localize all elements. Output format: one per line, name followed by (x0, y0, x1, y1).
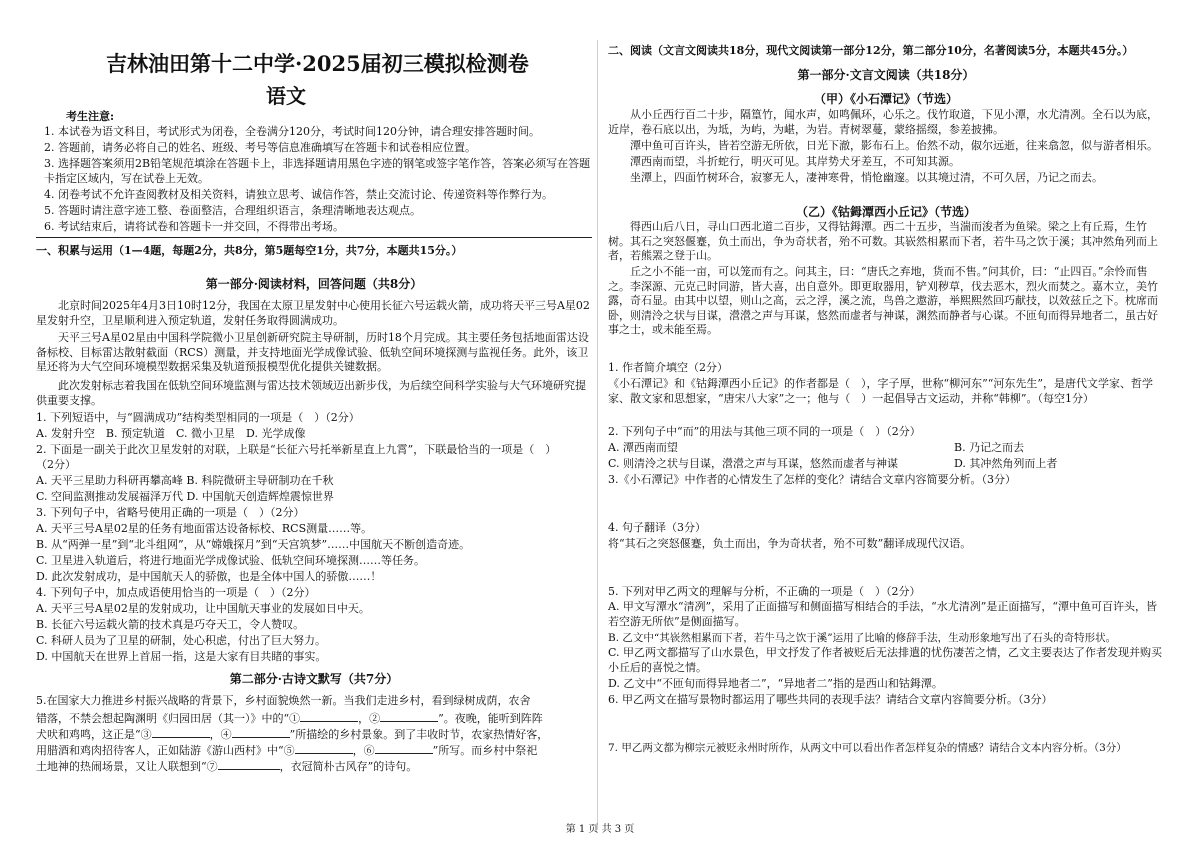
q3-stem: 3. 下列句子中，省略号使用正确的一项是（ ）（2分） (36, 506, 305, 519)
r-q2-option-d: D. 其冲然角列而上者 (954, 457, 1058, 470)
q5-text: ，衣冠简朴古风存”的诗句。 (279, 760, 418, 773)
notice-item-4: 4. 闭卷考试不允许查阅教材及相关资料，请独立思考、诚信作答，禁止交流讨论、传递资料等作弊行为。 (44, 188, 553, 201)
yi-para-2: 丘之小不能一亩，可以笼而有之。问其主，曰：“唐氏之弃地，货而不售。”问其价，曰：“止四百。”余怜而售之。李深源、元克己时同游，皆大喜，出自意外。即更取器用，铲刈秽草，伐去恶木，烈火而焚之。嘉木立，美竹露，奇石显。由其中以望，则山之高，云之浮，溪之流，鸟兽之遨游，举熙熙然回巧献技，以效兹丘之下。枕席而卧，则清泠之状与目谋，瀯瀯之声与耳谋，悠然而虚者与神谋，渊然而静者与心谋。不匝旬而得异地者二，虽古好事之士，或未能至焉。 (608, 265, 1158, 336)
passage-para-1: 北京时间2025年4月3日10时12分，我国在太原卫星发射中心使用长征六号运载火箭，成功将天平三号A星02星发射升空，卫星顺利进入预定轨道，发射任务取得圆满成功。 (36, 299, 590, 327)
r-q1-text: 《小石潭记》和《钴鉧潭西小丘记》的作者都是（ ），字子厚，世称“柳河东”“河东先生”，是唐代文学家、哲学家、散文家和思想家，“唐宋八大家”之一；他与（ ）一起倡导古文运动，并称“韩柳”。（每空1分） (608, 377, 1153, 405)
notice-item-6: 6. 考试结束后，请将试卷和答题卡一并交回，不得带出考场。 (44, 220, 344, 233)
q5-text: 用腊酒和鸡肉招待客人，正如陆游《游山西村》中“⑤ (36, 744, 295, 757)
r-q2-option-b: B. 乃记之而去 (954, 441, 1025, 454)
section2-heading: 二、阅读（文言文阅读共18分，现代文阅读第一部分12分，第二部分10分，名著阅读5分，本题共45分。） (608, 44, 1134, 57)
q5-text: ，④ (209, 728, 232, 741)
q5-text: ，② (358, 712, 381, 725)
notice-item-2: 2. 答题前，请务必将自己的姓名、班级、考号等信息准确填写在答题卡和试卷相应位置。 (44, 141, 476, 154)
subject-title: 语文 (266, 84, 306, 108)
q1-stem: 1. 下列短语中，与“圆满成功”结构类型相同的一项是（ ）（2分） (36, 411, 360, 424)
section2-part1-title: 第一部分·文言文阅读（共18分） (797, 68, 975, 82)
q3-option-a: A. 天平三号A星02星的任务有地面雷达设备标校、RCS测量……等。 (36, 522, 373, 535)
q5-blank-4[interactable] (232, 726, 290, 738)
r-q7: 7. 甲乙两文都为柳宗元被贬永州时所作，从两文中可以看出作者怎样复杂的情感？请结合文本内容分析。（3分） (608, 742, 1127, 754)
notice-item-5: 5. 答题时请注意字迹工整、卷面整洁，合理组织语言，条理清晰地表达观点。 (44, 204, 421, 217)
q5-line-3 (36, 726, 548, 742)
column-divider (597, 40, 598, 830)
q2-options-cd: C. 空间监测推动发展福泽万代 D. 中国航天创造辉煌震惊世界 (36, 490, 334, 503)
q5-line-4 (36, 742, 537, 758)
q2-options-ab: A. 天平三星助力科研再攀高峰 B. 科院微研主导研制功在千秋 (36, 474, 334, 487)
q5-line-2 (36, 710, 543, 726)
q5-text: ”所描绘的乡村景象。到了丰收时节，农家热情好客， (289, 728, 549, 741)
q3-option-b: B. 从“两弹一星”到“北斗组网”，从“嫦娥探月”到“天宫筑梦”……中国航天不断创造奇迹。 (36, 538, 471, 551)
yi-title: （乙）《钴鉧潭西小丘记》（节选） (795, 205, 976, 219)
r-q5-option-d: D. 乙文中“不匝旬而得异地者二”，“异地者二”指的是西山和钴鉧潭。 (608, 677, 943, 690)
q5-blank-5[interactable] (295, 742, 353, 754)
r-q4-stem: 4. 句子翻译（3分） (608, 521, 706, 534)
q4-option-b: B. 长征六号运载火箭的技术真是巧夺天工，令人赞叹。 (36, 618, 305, 631)
q5-text: ”所写。而乡村中祭祀 (432, 744, 538, 757)
q5-blank-3[interactable] (152, 726, 210, 738)
q5-line-1: 5.在国家大力推进乡村振兴战略的背景下，乡村面貌焕然一新。当我们走进乡村，看到绿树成荫，农舍 (36, 694, 531, 707)
passage-para-2: 天平三号A星02星由中国科学院微小卫星创新研究院主导研制，历时18个月完成。其主要任务包括地面雷达设备标校、目标雷达散射截面（RCS）测量，并支持地面光学成像试验、低轨空间环境探测与监视任务。此外，该卫星还将为大气空间环境模型数据采集及轨道预报模型优化提供关键数据。 (36, 331, 589, 373)
page-number: 第 1 页 共 3 页 (565, 824, 635, 835)
q4-option-d: D. 中国航天在世界上首屈一指，这是大家有目共睹的事实。 (36, 650, 327, 663)
jia-title: （甲）《小石潭记》（节选） (813, 92, 958, 106)
r-q2-stem: 2. 下列句子中“而”的用法与其他三项不同的一项是（ ）（2分） (608, 425, 921, 438)
q5-line-5 (36, 758, 417, 774)
q5-text: ”。夜晚，能听到阵阵 (438, 712, 543, 725)
q4-option-c: C. 科研人员为了卫星的研制，处心积虑，付出了巨大努力。 (36, 634, 327, 647)
q3-option-c: C. 卫星进入轨道后，将进行地面光学成像试验、低轨空间环境探测……等任务。 (36, 554, 426, 567)
section1-part1-title: 第一部分·阅读材料，回答问题（共8分） (205, 277, 423, 291)
r-q1-stem: 1. 作者简介填空（2分） (608, 361, 728, 374)
notice-divider (36, 237, 592, 238)
q5-blank-1[interactable] (300, 710, 358, 722)
notice-item-3: 3. 选择题答案须用2B铅笔规范填涂在答题卡上，非选择题请用黑色字迹的钢笔或签字笔作答，答案必须写在答题 (44, 157, 591, 170)
school-title: 吉林油田第十二中学·2025届初三模拟检测卷 (106, 51, 529, 76)
section1-heading: 一、积累与运用（1—4题，每题2分，共8分，第5题每空1分，共7分，本题共15分。） (36, 244, 463, 257)
r-q3: 3.《小石潭记》中作者的心情发生了怎样的变化？请结合文章内容简要分析。（3分） (608, 473, 1016, 486)
q4-stem: 4. 下列句子中，加点成语使用恰当的一项是（ ）（2分） (36, 586, 316, 599)
r-q4-text: 将“其石之突怒偃蹇，负土而出，争为奇状者，殆不可数”翻译成现代汉语。 (608, 537, 972, 550)
q5-text: ，⑥ (352, 744, 375, 757)
q4-option-a: A. 天平三号A星02星的发射成功，让中国航天事业的发展如日中天。 (36, 602, 370, 615)
r-q5-option-c: C. 甲乙两文都描写了山水景色，甲文抒发了作者被贬后无法排遣的忧伤凄苦之情，乙文主要表达了作者发现并购买小丘后的喜悦之情。 (608, 646, 1163, 674)
jia-para-1: 从小丘西行百二十步，隔篁竹，闻水声，如鸣佩环，心乐之。伐竹取道，下见小潭，水尤清冽。全石以为底，近岸，卷石底以出，为坻，为屿，为嵁，为岩。青树翠蔓，蒙络摇缀，参差披拂。 (608, 108, 1158, 136)
jia-para-2: 潭中鱼可百许头，皆若空游无所依，日光下澈，影布石上。佁然不动，俶尔远逝，往来翕忽，似与游者相乐。 (630, 139, 1158, 152)
notice-item-1: 1. 本试卷为语文科目，考试形式为闭卷，全卷满分120分，考试时间120分钟，请合理安排答题时间。 (44, 125, 540, 138)
q2-stem: 2. 下面是一副关于此次卫星发射的对联，上联是“长征六号托举新星直上九霄”，下联最恰当的一项是（ ） (36, 443, 557, 456)
q3-option-d: D. 此次发射成功，是中国航天人的骄傲，也是全体中国人的骄傲……！ (36, 570, 382, 583)
q5-blank-2[interactable] (380, 710, 438, 722)
jia-para-4: 坐潭上，四面竹树环合，寂寥无人，凄神寒骨，悄怆幽邃。以其境过清，不可久居，乃记之而去。 (630, 171, 1103, 184)
jia-para-3: 潭西南而望，斗折蛇行，明灭可见。其岸势犬牙差互，不可知其源。 (630, 155, 960, 168)
r-q5-option-a: A. 甲文写潭水“清冽”，采用了正面描写和侧面描写相结合的手法，“水尤清冽”是正面描写，“潭中鱼可百许头，皆若空游无所依”是侧面描写。 (608, 600, 1158, 628)
r-q5-stem: 5. 下列对甲乙两文的理解与分析，不正确的一项是（ ）（2分） (608, 585, 921, 598)
r-q6: 6. 甲乙两文在描写景物时都运用了哪些共同的表现手法？请结合文章内容简要分析。（3分） (608, 693, 1053, 706)
q1-options: A. 发射升空 B. 预定轨道 C. 微小卫星 D. 光学成像 (36, 427, 306, 440)
q5-blank-7[interactable] (218, 758, 280, 770)
q2-score: （2分） (36, 458, 76, 471)
r-q5-option-b: B. 乙文中“其嵚然相累而下者，若牛马之饮于溪”运用了比喻的修辞手法，生动形象地写出了石头的奇特形状。 (608, 632, 1117, 644)
q5-text: 错落，不禁会想起陶渊明《归园田居（其一）》中的“① (36, 712, 301, 725)
r-q2-option-c: C. 则清泠之状与目谋，瀯瀯之声与耳谋，悠然而虚者与神谋 (608, 457, 899, 470)
q5-text: 土地神的热闹场景，又让人联想到“⑦ (36, 760, 218, 773)
q5-blank-6[interactable] (375, 742, 433, 754)
q5-text: 犬吠和鸡鸣，这正是“③ (36, 728, 152, 741)
yi-para-1: 得西山后八日，寻山口西北道二百步，又得钴鉧潭。西二十五步，当湍而浚者为鱼梁。梁之上有丘焉，生竹树。其石之突怒偃蹇，负土而出，争为奇状者，殆不可数。其嵚然相累而下者，若牛马之饮于溪；其冲然角列而上者，若熊罴之登于山。 (608, 220, 1158, 262)
section1-part2-title: 第二部分·古诗文默写（共7分） (229, 672, 399, 686)
notice-heading: 考生注意: (66, 110, 115, 123)
notice-item-3-cont: 卡指定区域内，写在试卷上无效。 (44, 172, 209, 185)
passage-para-3: 此次发射标志着我国在低轨空间环境监测与雷达技术领域迈出新步伐，为后续空间科学实验与大气环境研究提供重要支撑。 (36, 379, 586, 407)
r-q2-option-a: A. 潭西南而望 (608, 441, 678, 454)
